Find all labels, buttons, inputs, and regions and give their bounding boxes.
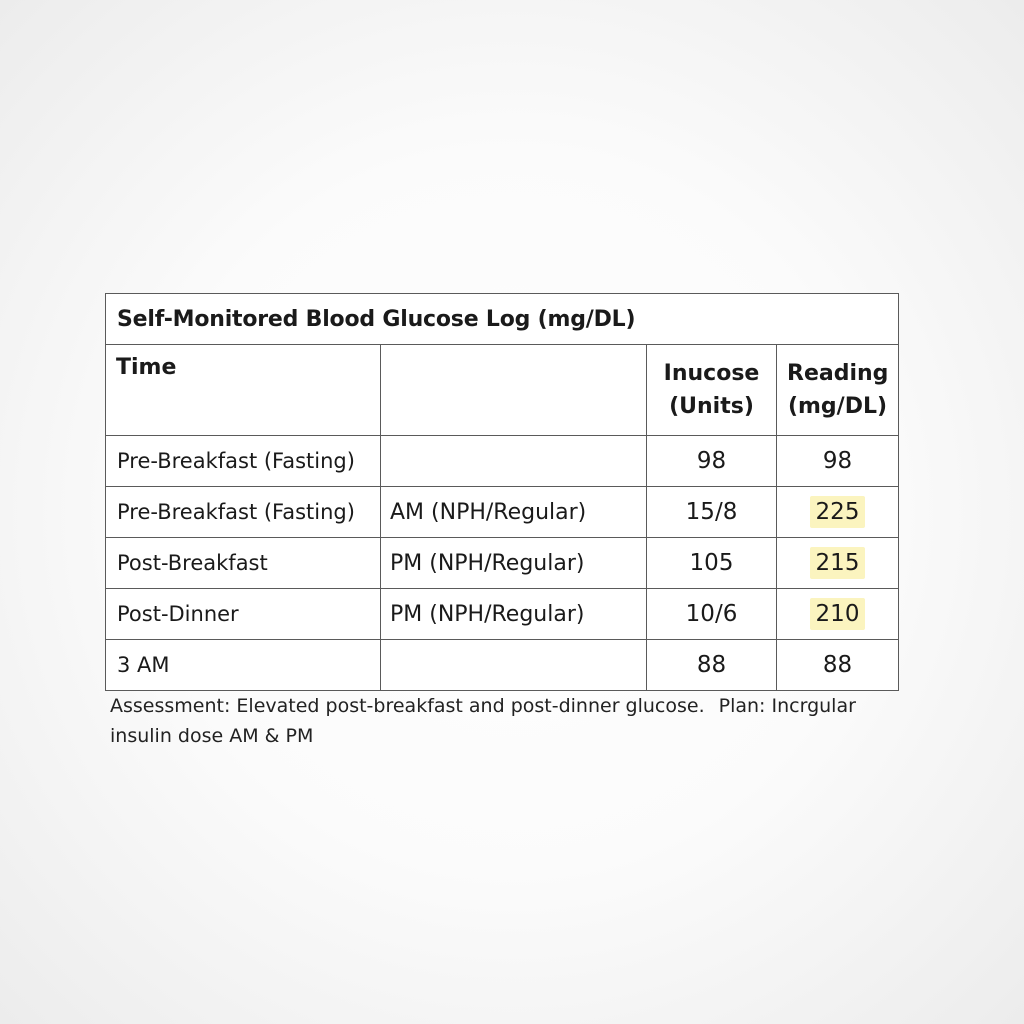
column-header-reading	[777, 345, 899, 436]
highlighted-reading-value: 225	[810, 496, 866, 528]
units-cell: 105	[647, 538, 777, 589]
dose-cell: PM (NPH/Regular)	[381, 538, 647, 589]
reading-header-line1: Reading	[787, 361, 889, 386]
header-row	[106, 345, 899, 436]
dose-cell: PM (NPH/Regular)	[381, 589, 647, 640]
highlighted-reading-value: 210	[810, 598, 866, 630]
insulin-header-line2: (Units)	[669, 394, 754, 419]
reading-cell	[777, 436, 899, 487]
assessment-text: Assessment: Elevated post-breakfast and post-dinner glucose.	[110, 695, 705, 717]
time-cell: Post-Dinner	[106, 589, 381, 640]
reading-cell	[777, 589, 899, 640]
table-row	[106, 538, 899, 589]
glucose-log-table	[105, 293, 899, 691]
units-cell: 15/8	[647, 487, 777, 538]
time-cell: Pre-Breakfast (Fasting)	[106, 487, 381, 538]
table-row	[106, 640, 899, 691]
reading-cell	[777, 640, 899, 691]
table-row	[106, 589, 899, 640]
reading-value: 98	[822, 448, 853, 474]
plan-text: Plan: Incrgular insulin dose AM & PM	[110, 695, 856, 747]
assessment-note	[110, 691, 900, 751]
time-cell: 3 AM	[106, 640, 381, 691]
reading-cell	[777, 487, 899, 538]
units-cell: 10/6	[647, 589, 777, 640]
table-row	[106, 487, 899, 538]
table-row	[106, 436, 899, 487]
column-header-time: Time	[106, 345, 381, 436]
dose-cell	[381, 640, 647, 691]
reading-value: 88	[822, 652, 853, 678]
reading-cell	[777, 538, 899, 589]
units-cell: 98	[647, 436, 777, 487]
table-title: Self-Monitored Blood Glucose Log (mg/DL)	[106, 294, 899, 345]
reading-header-line2: (mg/DL)	[787, 394, 888, 419]
dose-cell	[381, 436, 647, 487]
time-cell: Post-Breakfast	[106, 538, 381, 589]
column-header-insulin	[647, 345, 777, 436]
highlighted-reading-value: 215	[810, 547, 866, 579]
dose-cell: AM (NPH/Regular)	[381, 487, 647, 538]
insulin-header-line1: Inucose	[663, 361, 760, 386]
column-header-dose	[381, 345, 647, 436]
units-cell: 88	[647, 640, 777, 691]
time-cell: Pre-Breakfast (Fasting)	[106, 436, 381, 487]
